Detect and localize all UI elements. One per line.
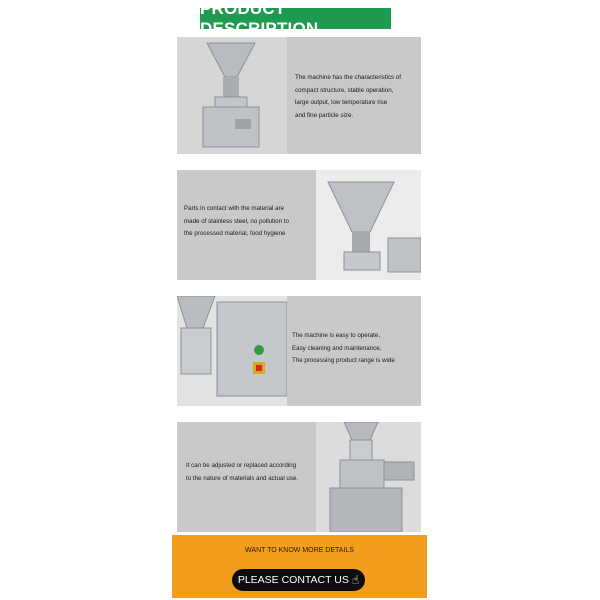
section-text-line: and fine particle size. — [295, 111, 354, 119]
section-text-line: made of stainless steel, no pollution to — [184, 217, 289, 225]
contact-us-button[interactable] — [232, 569, 365, 591]
contact-banner — [172, 535, 427, 598]
section-text-line: to the nature of materials and actual use. — [186, 474, 299, 482]
page-title: PRODUCT DESCRIPTION — [200, 8, 391, 29]
section-2-text — [184, 203, 314, 241]
section-text-line: The processing product range is wide — [292, 357, 395, 364]
section-text-line: The machine is easy to operate, — [292, 332, 381, 339]
section-text-line: It can be adjusted or replaced according — [186, 462, 297, 469]
section-text-line: Parts in contact with the material are — [184, 205, 285, 212]
banner-subtitle: WANT TO KNOW MORE DETAILS — [245, 547, 354, 554]
section-text-line: compact structure, stable operation, — [295, 86, 394, 94]
section-text-line: large output, low temperature rise — [295, 99, 388, 106]
section-text-line: Easy cleaning and maintenance, — [292, 344, 382, 352]
section-4-photo — [316, 422, 421, 532]
section-text-line: the processed material, food hygiene — [184, 230, 286, 237]
section-4-text — [186, 460, 318, 485]
section-2-photo — [316, 170, 421, 280]
section-3-text — [292, 330, 420, 368]
pointing-hand-icon: ☝ — [351, 573, 360, 587]
section-text-line: The machine has the characteristics of — [295, 74, 401, 81]
contact-button-label: PLEASE CONTACT US — [237, 574, 349, 586]
section-1-photo — [177, 37, 287, 154]
section-3-photo — [177, 296, 287, 406]
section-1-text — [295, 72, 420, 122]
